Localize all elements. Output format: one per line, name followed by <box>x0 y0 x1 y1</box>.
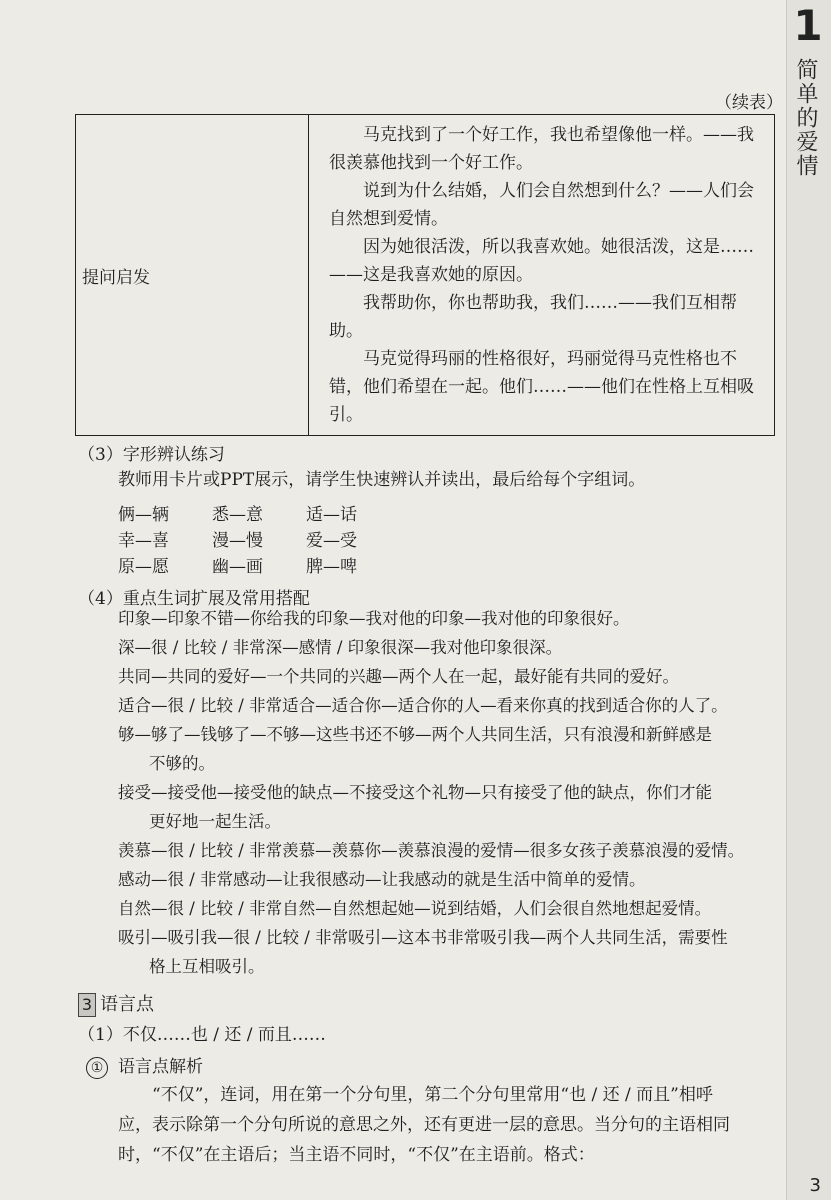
analysis-paragraph: “不仅”，连词，用在第一个分句里，第二个分句里常用“也 / 还 / 而且”相呼 应，表示除第一个分句所说的意思之外，还有更进一层的意思。当分句的主语相同 时，“不仅”在主语后；当主语不同时，“不仅”在主语前。格式： <box>118 1085 730 1165</box>
collocation-item: 自然—很 / 比较 / 非常自然—自然想起她—说到结婚，人们会很自然地想起爱情。 <box>118 899 712 918</box>
char-pair-row <box>118 526 400 551</box>
table-left-label: 提问启发 <box>76 115 309 436</box>
section-number-box: 3 <box>78 993 96 1017</box>
section-3-heading: （3）字形辨认练习 <box>78 445 225 465</box>
example-paragraph: 说到为什么结婚，人们会自然想到什么？——人们会自然想到爱情。 <box>329 181 754 229</box>
collocation-item: 共同—共同的爱好—一个共同的兴趣—两个人在一起，最好能有共同的爱好。 <box>118 667 679 686</box>
example-paragraph: 马克找到了一个好工作，我也希望像他一样。——我很羡慕他找到一个好工作。 <box>329 125 754 173</box>
char-pair: 爱—受 <box>306 531 357 551</box>
example-paragraph: 因为她很活泼，所以我喜欢她。她很活泼，这是……——这是我喜欢她的原因。 <box>329 237 754 285</box>
collocation-item: 够—够了—钱够了—不够—这些书还不够—两个人共同生活，只有浪漫和新鲜感是 不够的。 <box>118 725 712 773</box>
example-paragraph: 我帮助你，你也帮助我，我们……——我们互相帮助。 <box>329 293 737 341</box>
collocation-item: 感动—很 / 非常感动—让我很感动—让我感动的就是生活中简单的爱情。 <box>118 870 646 889</box>
section-3-intro: 教师用卡片或PPT展示，请学生快速辨认并读出，最后给每个字组词。 <box>118 470 646 490</box>
analysis-heading <box>86 1052 203 1079</box>
char-pair: 悉—意 <box>212 505 263 525</box>
char-pair: 幽—画 <box>212 557 263 577</box>
collocation-list <box>118 604 778 981</box>
char-pair: 脾—啤 <box>306 557 357 577</box>
analysis-title: 语言点解析 <box>118 1057 203 1077</box>
chapter-number: 1 <box>793 1 823 50</box>
char-pair: 原—愿 <box>118 557 169 577</box>
collocation-item: 深—很 / 比较 / 非常深—感情 / 印象很深—我对他印象很深。 <box>118 638 563 657</box>
char-pair-row <box>118 500 400 525</box>
language-points-heading <box>78 990 154 1017</box>
teaching-table <box>75 114 775 436</box>
continued-label: （续表） <box>715 93 783 113</box>
language-points-title: 语言点 <box>100 994 154 1015</box>
collocation-item: 印象—印象不错—你给我的印象—我对他的印象—我对他的印象很好。 <box>118 609 630 628</box>
collocation-item: 接受—接受他—接受他的缺点—不接受这个礼物—只有接受了他的缺点，你们才能 更好地一起生活。 <box>118 783 712 831</box>
grammar-point-heading: （1）不仅……也 / 还 / 而且…… <box>78 1025 326 1045</box>
section-4-heading: （4）重点生词扩展及常用搭配 <box>78 589 310 609</box>
collocation-item: 羡慕—很 / 比较 / 非常羡慕—羡慕你—羡慕浪漫的爱情—很多女孩子羡慕浪漫的爱情。 <box>118 841 745 860</box>
char-pair: 适—话 <box>306 505 357 525</box>
char-pair: 漫—慢 <box>212 531 263 551</box>
collocation-item: 适合—很 / 比较 / 非常适合—适合你—适合你的人—看来你真的找到适合你的人了。 <box>118 696 728 715</box>
chapter-side-tab <box>786 0 831 1200</box>
chapter-title: 简单的爱情 <box>793 58 818 178</box>
char-pair: 幸—喜 <box>118 531 169 551</box>
table-examples <box>309 115 775 436</box>
char-pair: 俩—辆 <box>118 505 169 525</box>
example-paragraph: 马克觉得玛丽的性格很好，玛丽觉得马克性格也不错，他们希望在一起。他们……——他们在性格上互相吸引。 <box>329 349 754 425</box>
collocation-item: 吸引—吸引我—很 / 比较 / 非常吸引—这本书非常吸引我—两个人共同生活，需要性 格上互相吸引。 <box>118 928 728 976</box>
char-pair-row <box>118 552 400 577</box>
circle-number: ① <box>86 1057 108 1079</box>
page-number: 3 <box>809 1175 821 1196</box>
